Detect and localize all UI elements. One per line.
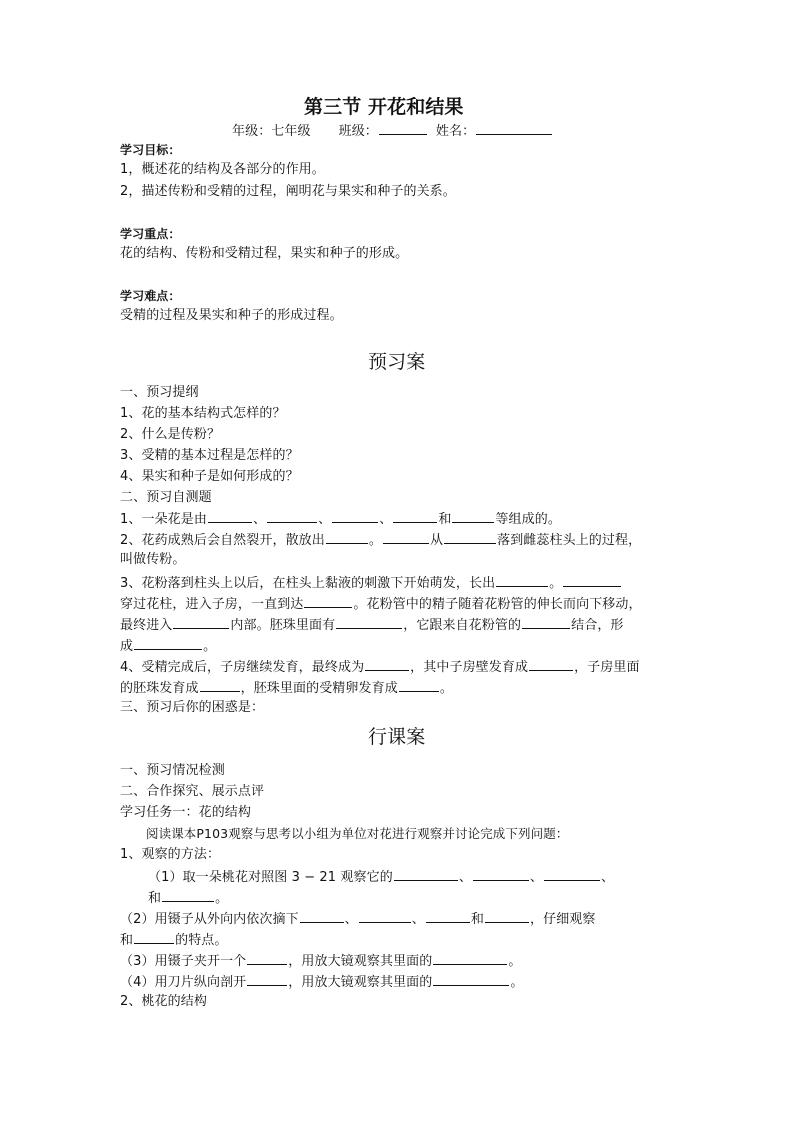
answer-blank[interactable] (267, 509, 317, 523)
answer-blank[interactable] (563, 573, 621, 587)
answer-blank[interactable] (359, 909, 411, 923)
key-points-text: 花的结构、传粉和受精过程，果实和种子的形成。 (120, 246, 409, 261)
name-label: 姓名： (435, 124, 476, 139)
answer-blank[interactable] (473, 867, 529, 881)
answer-blank[interactable] (134, 930, 174, 944)
method-step-4: （4）用刀片纵向剖开 ，用放大镜观察其里面的 。 (120, 972, 524, 992)
self-test-q3-cont: 穿过花柱，进入子房，一直到达 。花粉管中的精子随着花粉管的伸长而向下移动， (120, 594, 642, 614)
answer-blank[interactable] (394, 867, 458, 881)
preview-question: 4、果实和种子是如何形成的？ (120, 469, 299, 484)
observation-method-heading: 1、观察的方法： (120, 847, 221, 862)
answer-blank[interactable] (200, 678, 240, 692)
answer-blank[interactable] (332, 509, 378, 523)
answer-blank[interactable] (326, 530, 368, 544)
reading-instruction: 阅读课本P103观察与思考以小组为单位对花进行观察并讨论完成下列问题： (146, 826, 569, 841)
answer-blank[interactable] (134, 636, 202, 650)
answer-blank[interactable] (522, 615, 570, 629)
class-blank[interactable] (379, 121, 427, 135)
method-step-2-cont: 和 的特点。 (120, 930, 228, 950)
document-title: 第三节 开花和结果 (304, 96, 464, 118)
answer-blank[interactable] (444, 530, 496, 544)
method-step-1: （1）取一朵桃花对照图 3 − 21 观察它的 、 、 、 (148, 867, 614, 887)
answer-blank[interactable] (336, 615, 402, 629)
preview-question: 2、什么是传粉？ (120, 427, 221, 442)
answer-blank[interactable] (496, 573, 548, 587)
student-info-line (232, 121, 553, 141)
lesson-item: 一、预习情况检测 (120, 763, 225, 778)
preview-outline-heading: 一、预习提纲 (120, 385, 199, 400)
answer-blank[interactable] (529, 657, 573, 671)
answer-blank[interactable] (393, 509, 437, 523)
preview-confusion: 三、预习后你的困惑是： (120, 700, 265, 715)
objectives-heading: 学习目标： (120, 143, 181, 157)
preview-question: 3、受精的基本过程是怎样的？ (120, 448, 299, 463)
self-test-q4: 4、受精完成后，子房继续发育，最终成为 ，其中子房壁发育成 ，子房里面 (120, 657, 640, 677)
method-step-3: （3）用镊子夹开一个 ，用放大镜观察其里面的 。 (120, 951, 522, 971)
name-blank[interactable] (476, 121, 552, 135)
self-test-q3-cont: 成 。 (120, 636, 216, 656)
answer-blank[interactable] (247, 951, 287, 965)
self-test-q4-cont: 的胚珠发育成 ，胚珠里面的受精卵发育成 。 (120, 678, 453, 698)
answer-blank[interactable] (365, 657, 409, 671)
objective-item: 1，概述花的结构及各部分的作用。 (120, 162, 325, 177)
answer-blank[interactable] (452, 509, 494, 523)
answer-blank[interactable] (208, 509, 252, 523)
self-test-q2: 2、花药成熟后会自然裂开，散放出 。 从 落到雌蕊柱头上的过程， (120, 530, 641, 550)
answer-blank[interactable] (485, 909, 529, 923)
key-points-heading: 学习重点： (120, 227, 181, 241)
difficulties-heading: 学习难点： (120, 289, 181, 303)
self-test-heading: 二、预习自测题 (120, 490, 212, 505)
answer-blank[interactable] (162, 888, 214, 902)
lesson-item: 二、合作探究、展示点评 (120, 784, 265, 799)
grade-label: 年级：七年级 (232, 124, 311, 139)
answer-blank[interactable] (383, 530, 429, 544)
preview-section-title: 预习案 (368, 351, 426, 373)
learning-task-1: 学习任务一：花的结构 (120, 805, 252, 820)
answer-blank[interactable] (173, 615, 229, 629)
self-test-q3: 3、花粉落到柱头上以后，在柱头上黏液的刺激下开始萌发，长出 。 (120, 573, 622, 593)
lesson-section-title: 行课案 (368, 726, 426, 748)
answer-blank[interactable] (433, 972, 509, 986)
self-test-q3-cont: 最终进入 内部。胚珠里面有 ，它跟来自花粉管的 结合，形 (120, 615, 624, 635)
self-test-q1: 1、一朵花是由 、 、 、 和 等组成的。 (120, 509, 561, 529)
answer-blank[interactable] (247, 972, 287, 986)
answer-blank[interactable] (544, 867, 600, 881)
answer-blank[interactable] (426, 909, 470, 923)
answer-blank[interactable] (433, 951, 507, 965)
preview-question: 1、花的基本结构式怎样的？ (120, 406, 286, 421)
flower-structure-heading: 2、桃花的结构 (120, 994, 207, 1009)
answer-blank[interactable] (399, 678, 439, 692)
answer-blank[interactable] (304, 594, 352, 608)
method-step-2: （2）用镊子从外向内依次摘下 、 、 和 ，仔细观察 (120, 909, 596, 929)
class-label: 班级： (338, 124, 378, 139)
method-step-1-cont: 和 。 (148, 888, 228, 908)
objective-item: 2，描述传粉和受精的过程，阐明花与果实和种子的关系。 (120, 184, 456, 199)
difficulties-text: 受精的过程及果实和种子的形成过程。 (120, 308, 343, 323)
answer-blank[interactable] (300, 909, 344, 923)
self-test-q2-cont: 叫做传粉。 (120, 552, 186, 567)
